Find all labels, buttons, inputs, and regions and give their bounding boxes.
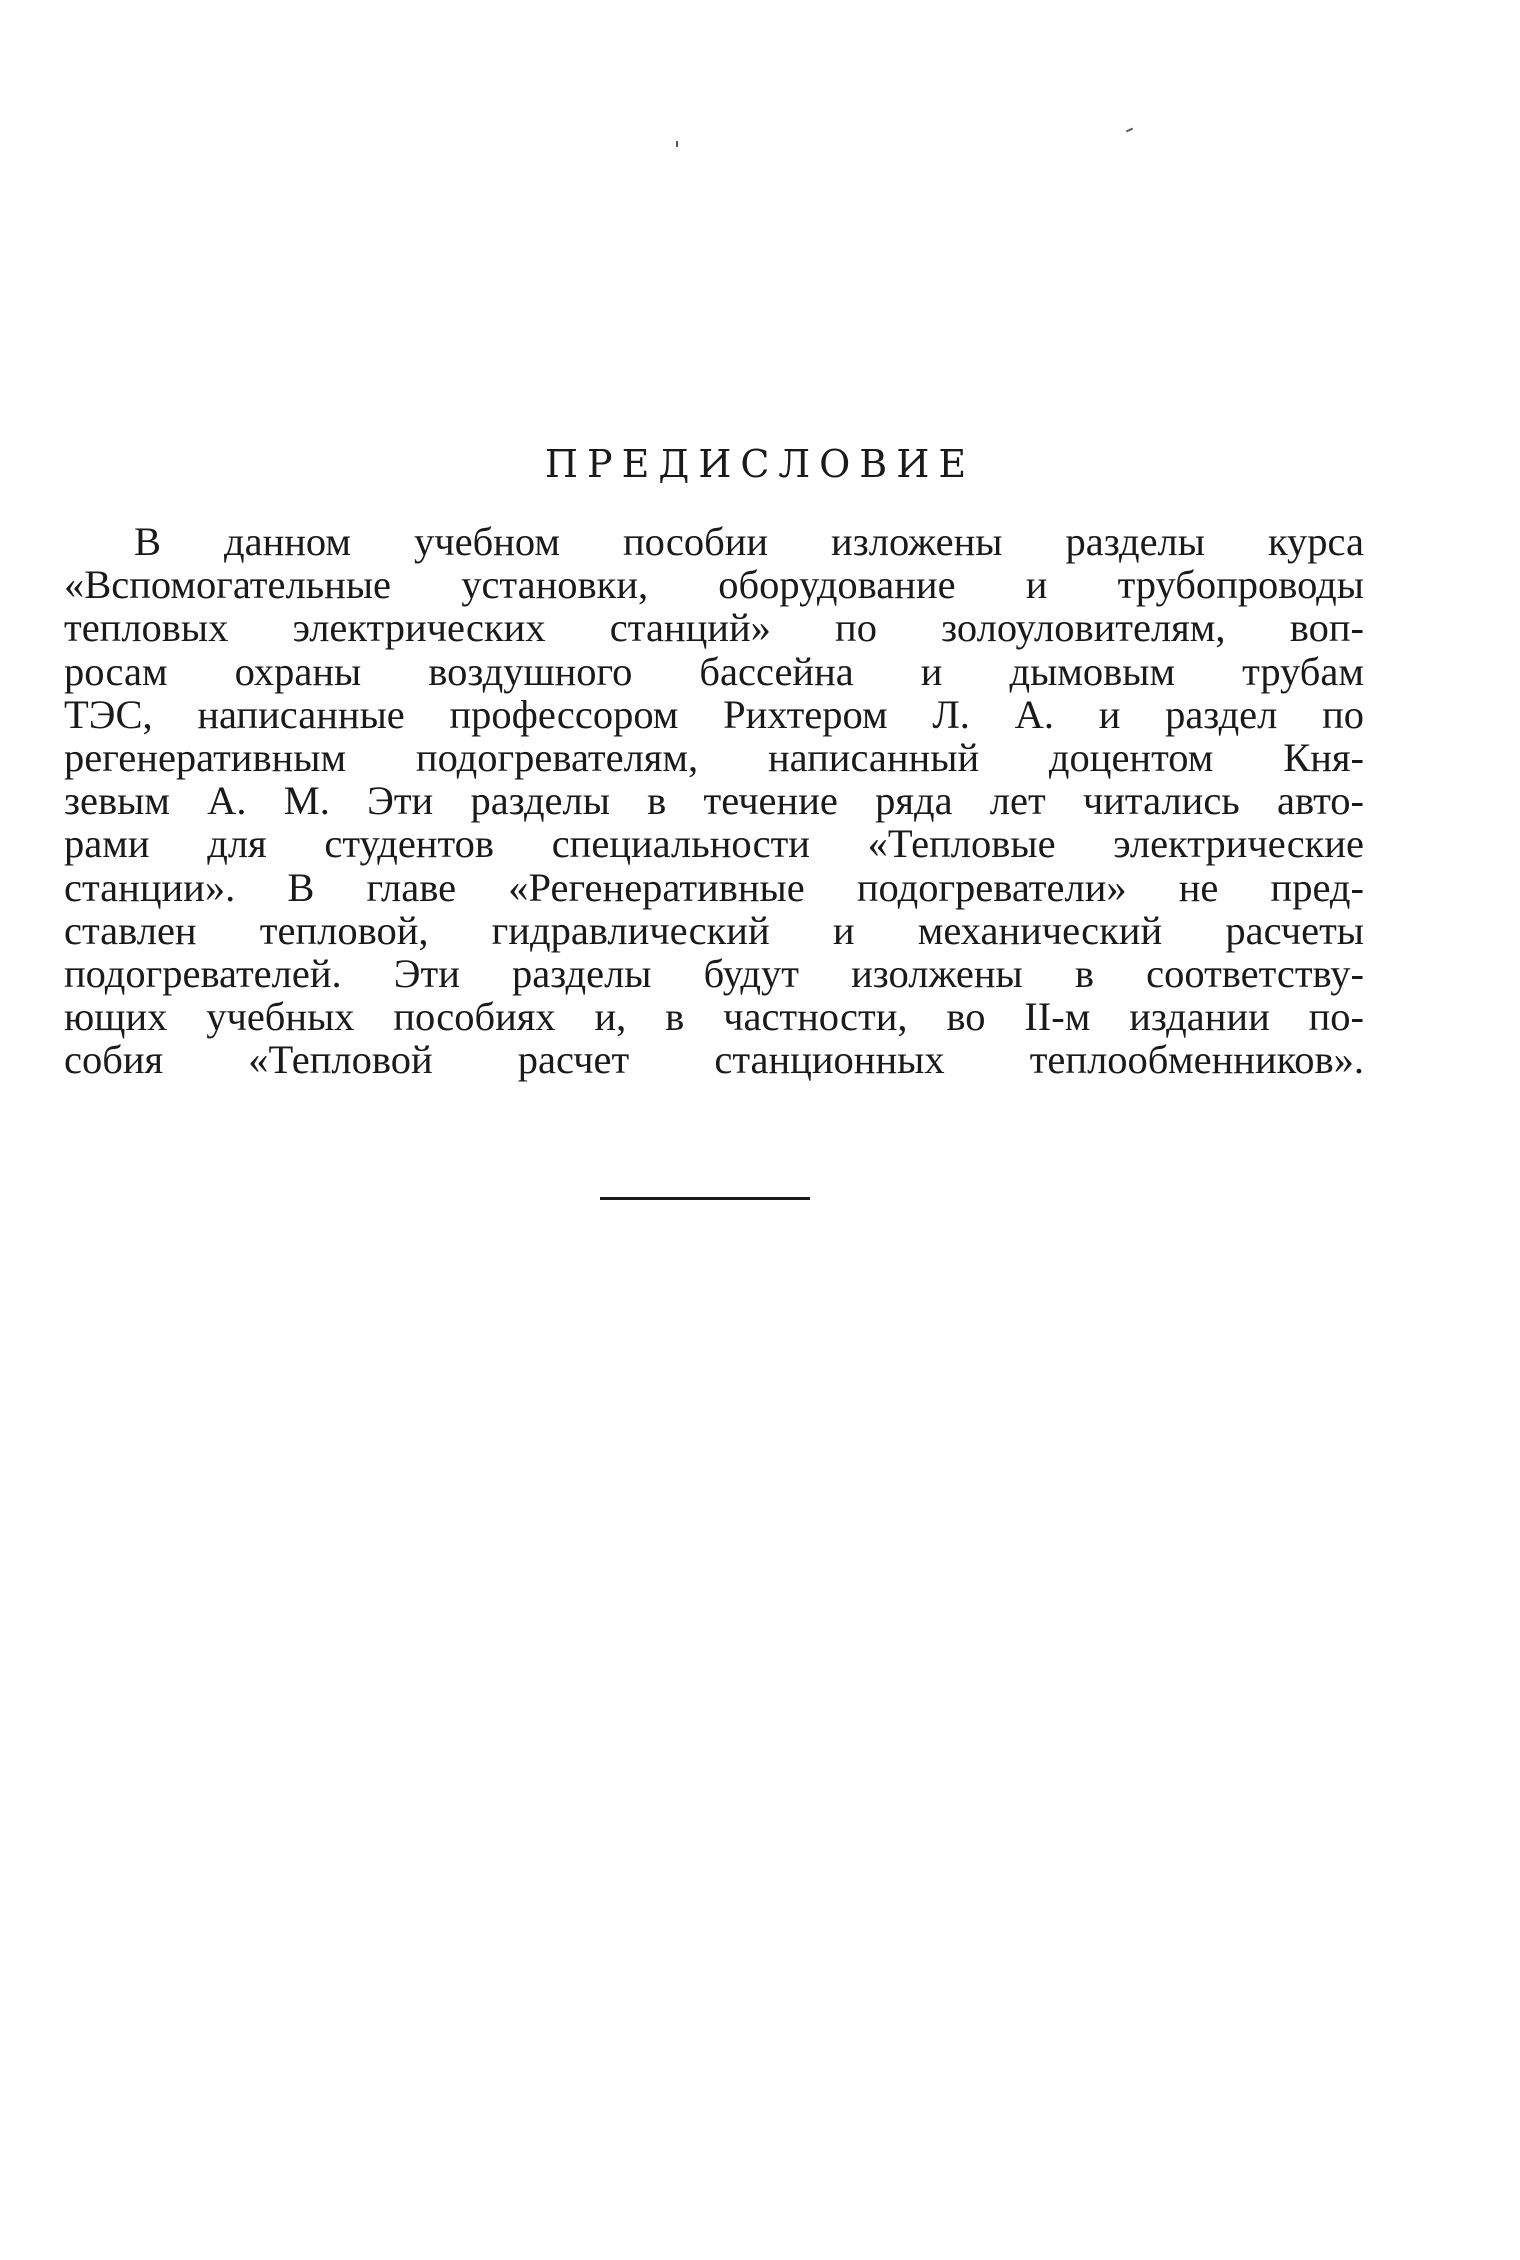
text-line: станции». В главе «Регенеративные подогреватели» не пред-: [64, 864, 1364, 910]
text-line: подогревателей. Эти разделы будут изолжены в соответству-: [64, 951, 1364, 997]
text-line: собия «Тепловой расчет станционных теплообменников».: [64, 1037, 1364, 1083]
text-line: рами для студентов специальности «Тепловые электрические: [64, 821, 1364, 867]
text-line: регенеративным подогревателям, написанный доцентом Кня-: [64, 735, 1364, 781]
page-title: ПРЕДИСЛОВИЕ: [544, 442, 976, 486]
preface-paragraph: [64, 520, 1364, 1082]
text-line: зевым А. М. Эти разделы в течение ряда лет читались авто-: [64, 778, 1364, 824]
text-line: тепловых электрических станций» по золоуловителям, воп-: [64, 605, 1364, 651]
section-divider: [600, 1197, 810, 1200]
text-line: ющих учебных пособиях и, в частности, во II-м издании по-: [64, 994, 1364, 1040]
text-line: В данном учебном пособии изложены разделы курса: [134, 519, 1364, 564]
text-line: росам охраны воздушного бассейна и дымовым трубам: [64, 648, 1364, 694]
scan-speck: [1126, 128, 1133, 133]
text-line: ставлен тепловой, гидравлический и механический расчеты: [64, 907, 1364, 953]
text-line: «Вспомогательные установки, оборудование и трубопроводы: [64, 562, 1364, 608]
scan-speck: [676, 141, 678, 147]
text-line: ТЭС, написанные профессором Рихтером Л. А. и раздел по: [64, 691, 1364, 737]
